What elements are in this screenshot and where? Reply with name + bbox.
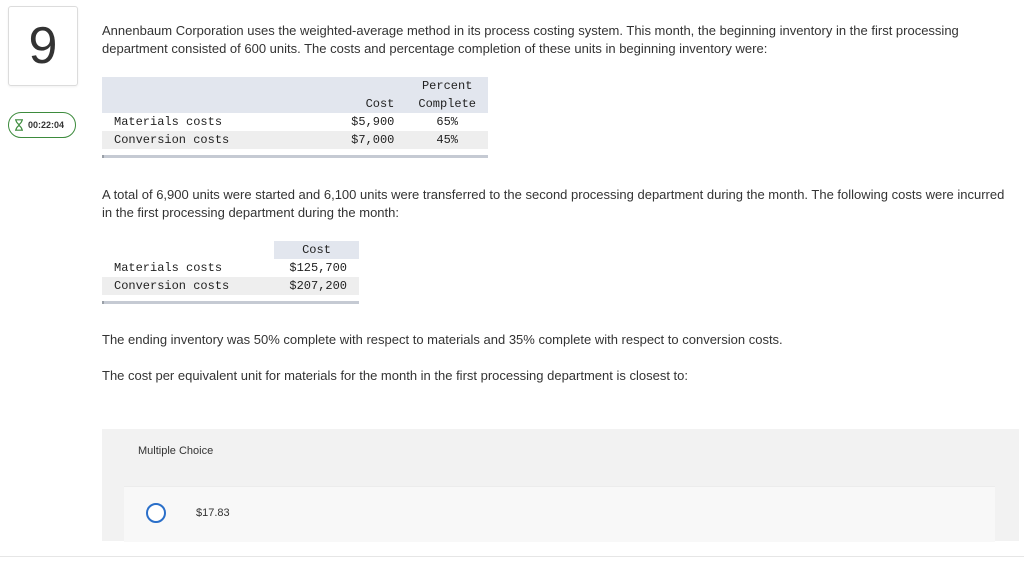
- timer-text: 00:22:04: [28, 120, 65, 130]
- table1-bottom-rule: [102, 155, 488, 158]
- row-cost: $5,900: [281, 113, 407, 131]
- row-cost: $7,000: [281, 131, 407, 149]
- middle-paragraph: A total of 6,900 units were started and 6,100 units were transferred to the second processing department during the month. The following costs were incurred in the first processing department during the month:: [102, 187, 1005, 220]
- ending-paragraph: The ending inventory was 50% complete with respect to materials and 35% complete with respect to conversion costs.: [102, 332, 783, 347]
- table2-bottom-rule: [102, 301, 359, 304]
- row-percent: 45%: [406, 131, 488, 149]
- table1-header-percent-line1: Percent: [421, 79, 473, 93]
- table1-header-percent-line2: Complete: [418, 97, 476, 111]
- row-percent: 65%: [406, 113, 488, 131]
- table-row: [102, 277, 359, 295]
- answer-option[interactable]: [124, 486, 995, 542]
- row-cost: $207,200: [274, 277, 359, 295]
- row-label: Conversion costs: [102, 277, 274, 295]
- hourglass-icon: [14, 119, 24, 131]
- radio-unchecked-icon[interactable]: [146, 503, 166, 523]
- row-cost: $125,700: [274, 259, 359, 277]
- row-label: Conversion costs: [102, 131, 281, 149]
- table2-header-cost-text: Cost: [302, 243, 331, 257]
- row-label: Materials costs: [102, 259, 274, 277]
- table2-header-cost: [274, 241, 359, 259]
- question-number: [8, 6, 78, 86]
- period-costs-table: [102, 241, 359, 295]
- table2-empty-header: [102, 241, 274, 259]
- row-label: Materials costs: [102, 113, 281, 131]
- table1-header-cost-text: Cost: [365, 97, 395, 111]
- table-row: [102, 259, 359, 277]
- table-row: [102, 131, 488, 149]
- beginning-inventory-table: [102, 77, 488, 149]
- table1-header-percent: [406, 77, 488, 113]
- question-prompt: The cost per equivalent unit for materials for the month in the first processing department is closest to:: [102, 368, 689, 383]
- intro-paragraph: Annenbaum Corporation uses the weighted-average method in its process costing system. This month, the beginning inventory in the first processing department consisted of 600 units. The costs and percentage completion of these units in beginning inventory were:: [102, 23, 959, 56]
- table1-empty-header: [102, 77, 281, 113]
- multiple-choice-label: Multiple Choice: [138, 445, 214, 457]
- timer-badge: [8, 112, 76, 138]
- answer-option-text: $17.83: [196, 507, 230, 519]
- table-row: [102, 113, 488, 131]
- table1-header-cost: [281, 77, 407, 113]
- multiple-choice-panel: [102, 429, 1019, 541]
- question-number-text: 9: [28, 17, 58, 75]
- page-bottom-divider: [0, 556, 1024, 557]
